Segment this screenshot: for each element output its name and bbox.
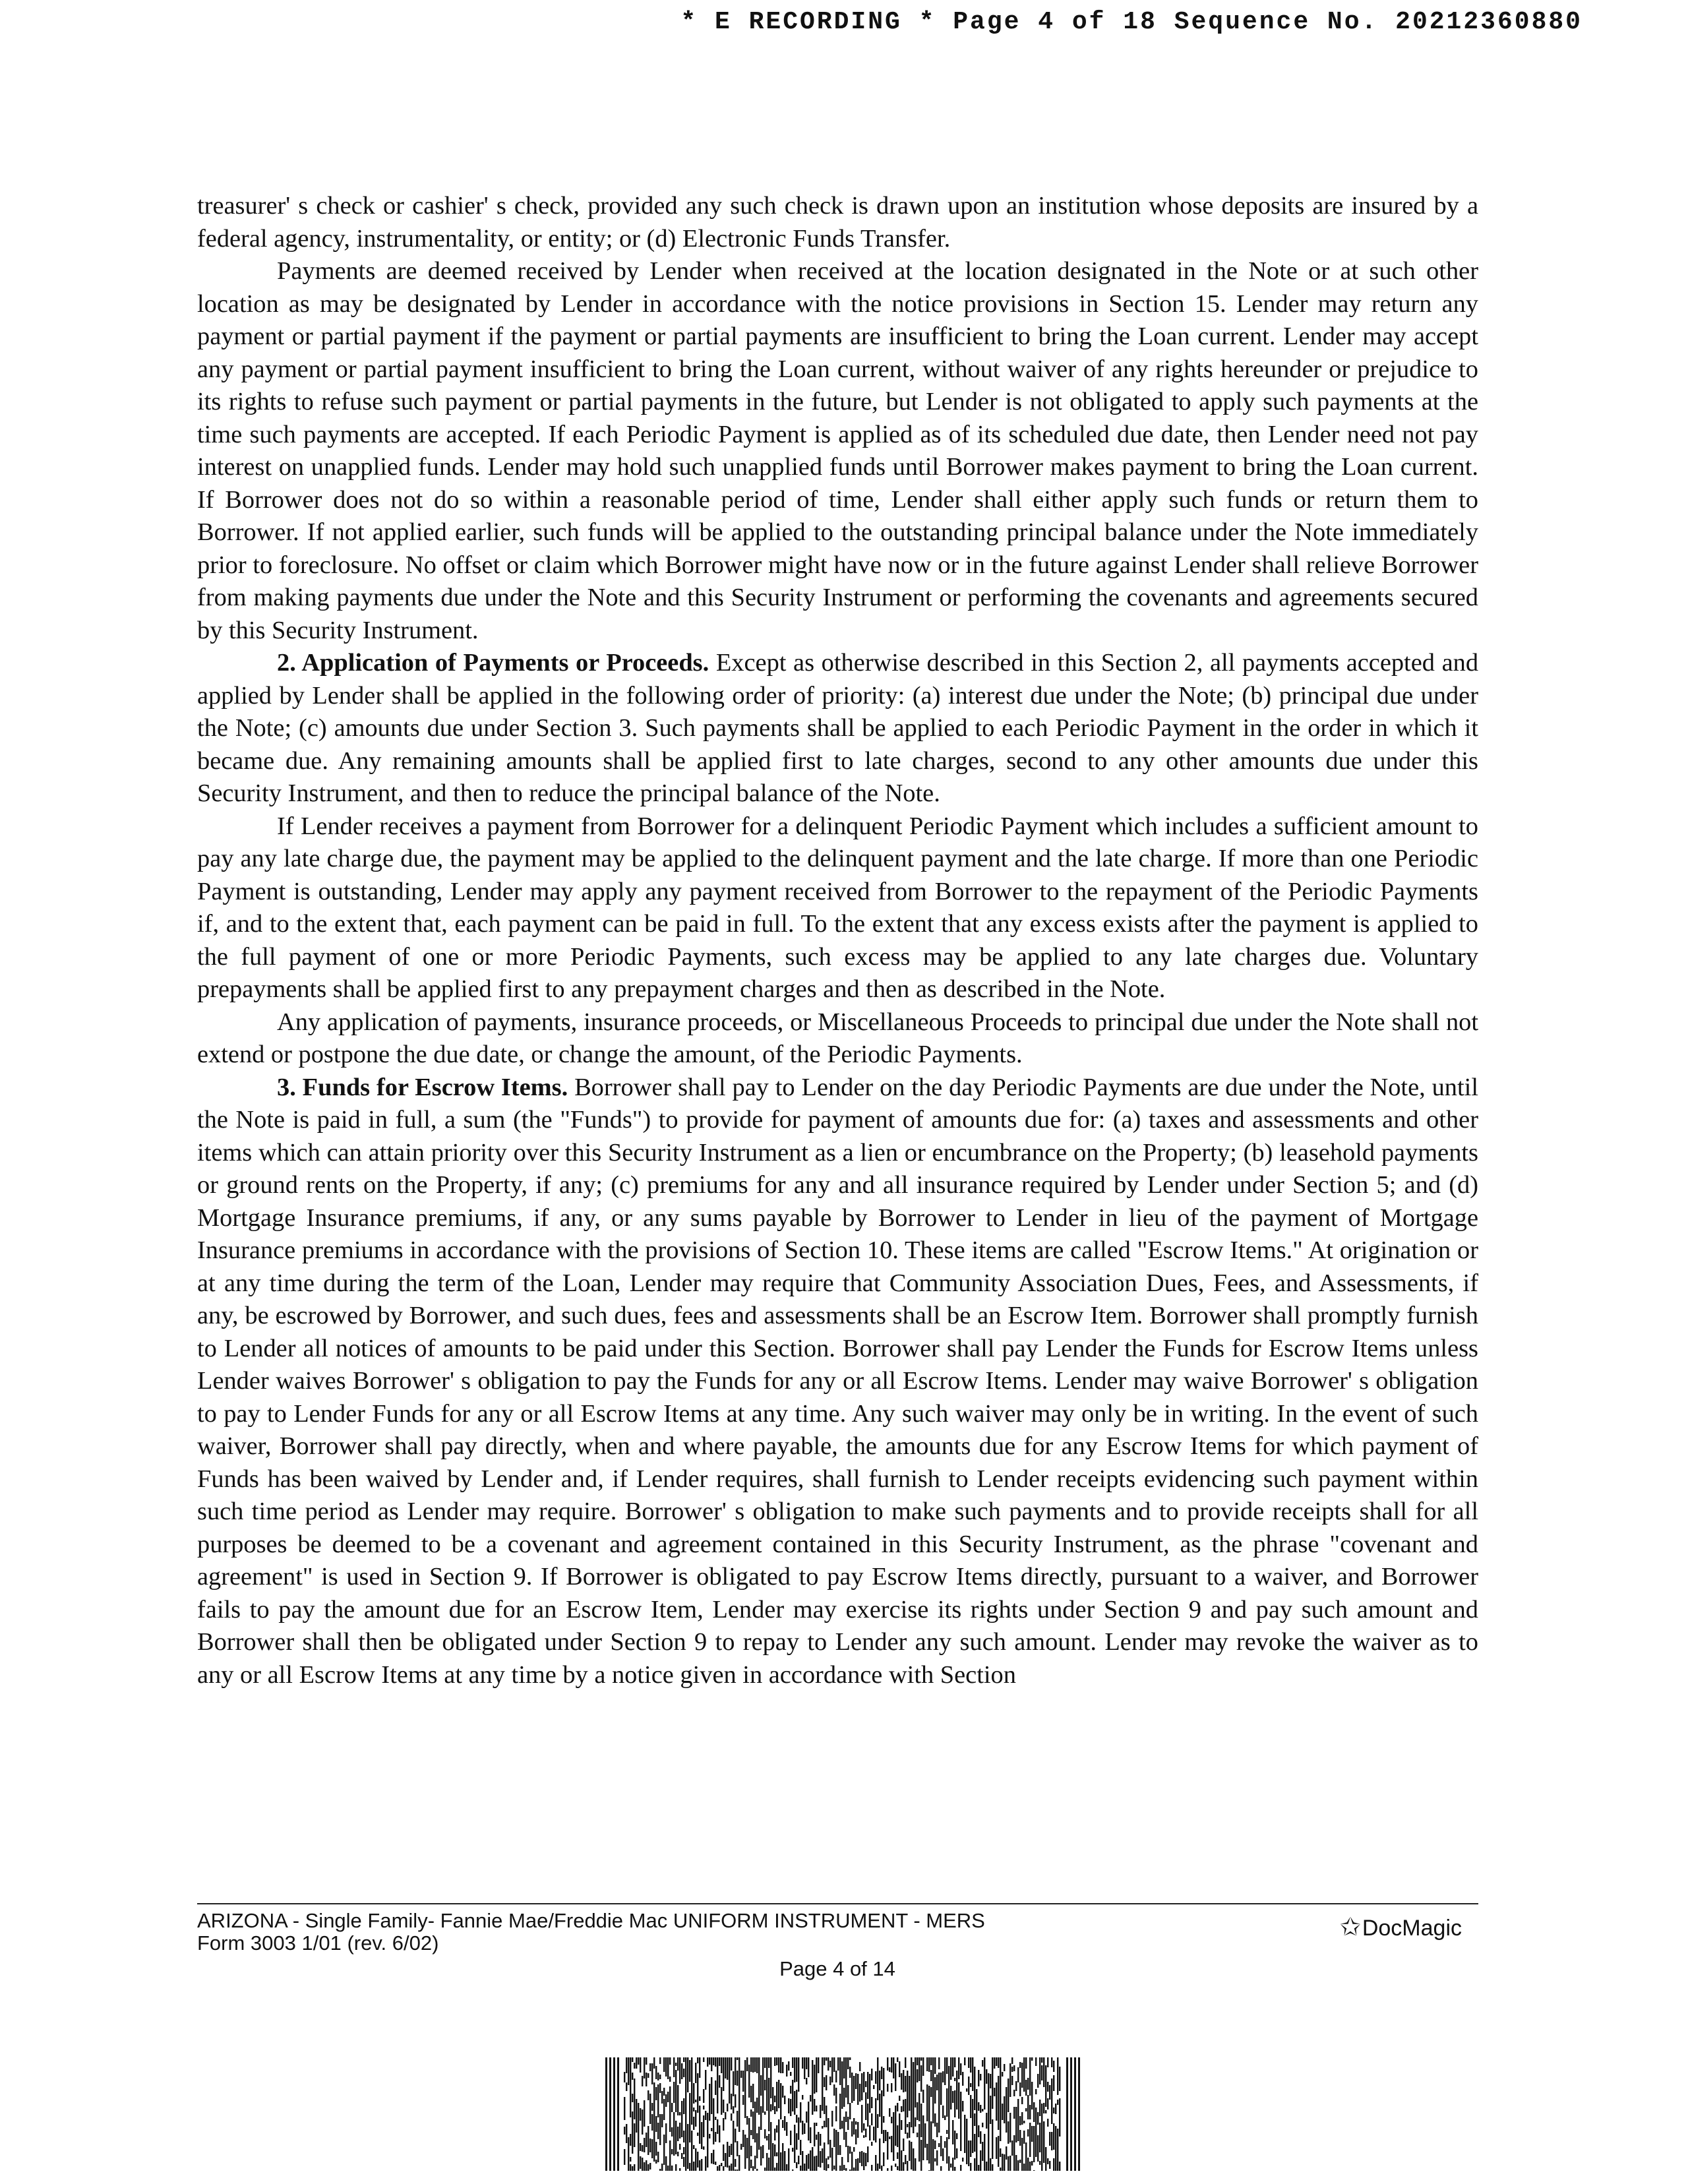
- star-icon: ✩: [1340, 1914, 1361, 1941]
- form-footer: [197, 1910, 985, 1955]
- paragraph-delinquent-payment: If Lender receives a payment from Borrower for a delinquent Periodic Payment which includes a sufficient amount to pay any late charge due, the payment may be applied to the delinquent payment and the late charge. If more than one Periodic Payment is outstanding, Lender may apply any payment received from Borrower to the repayment of the Periodic Payments if, and to the extent that, each payment can be paid in full. To the extent that any excess exists after the payment is applied to the full payment of one or more Periodic Payments, such excess may be applied to any late charges due. Voluntary prepayments shall be applied first to any prepayment charges and then as described in the Note.: [197, 812, 1478, 1003]
- docmagic-logo: [1340, 1912, 1462, 1942]
- section-2-text: Except as otherwise described in this Section 2, all payments accepted and applied by Lender shall be applied in the following order of priority: (a) interest due under the Note; (b) principal due under the Note; (c) amounts due under Section 3. Such payments shall be applied to each Periodic Payment in the order in which it became due. Any remaining amounts shall be applied first to late charges, second to any other amounts due under this Security Instrument, and then to reduce the principal balance of the Note.: [197, 649, 1479, 807]
- brand-name: DocMagic: [1362, 1916, 1462, 1941]
- section-3-heading: 3. Funds for Escrow Items.: [277, 1073, 568, 1101]
- section-3-paragraph: [197, 1072, 1478, 1692]
- form-title: ARIZONA - Single Family- Fannie Mae/Freddie Mac UNIFORM INSTRUMENT - MERS: [197, 1909, 985, 1932]
- paragraph-continuation: treasurer' s check or cashier' s check, provided any such check is drawn upon an institution whose deposits are insured by a federal agency, instrumentality, or entity; or (d) Electronic Funds Transfer.: [197, 192, 1478, 253]
- recording-stamp: * E RECORDING * Page 4 of 18 Sequence No. 20212360880: [680, 8, 1582, 36]
- section-2-paragraph: [197, 647, 1478, 810]
- footer-divider: [197, 1903, 1478, 1904]
- document-body: [197, 190, 1478, 1691]
- page-number: Page 4 of 14: [779, 1957, 895, 1980]
- barcode: [605, 2057, 1080, 2171]
- section-3-text: Borrower shall pay to Lender on the day Periodic Payments are due under the Note, until the Note is paid in full, a sum (the "Funds") to provide for payment of amounts due for: (a) taxes and assessments and other items which can attain priority over this Security Instrument as a lien or encumbrance on the Property; (b) leasehold payments or ground rents on the Property, if any; (c) premiums for any and all insurance required by Lender under Section 5; and (d) Mortgage Insurance premiums, if any, or any sums payable by Borrower to Lender in lieu of the payment of Mortgage Insurance premiums in accordance with the provisions of Section 10. These items are called "Escrow Items." At origination or at any time during the term of the Loan, Lender may require that Community Association Dues, Fees, and Assessments, if any, be escrowed by Borrower, and such dues, fees and assessments shall be an Escrow Item. Borrower shall promptly furnish to Lender all notices of amounts to be paid under this Section. Borrower shall pay Lender the Funds for Escrow Items unless Lender waives Borrower' s obligation to pay the Funds for any or all Escrow Items. Lender may waive Borrower' s obligation to pay to Lender Funds for any or all Escrow Items at any time. Any such waiver may only be in writing. In the event of such waiver, Borrower shall pay directly, when and where payable, the amounts due for any Escrow Items for which payment of Funds has been waived by Lender and, if Lender requires, shall furnish to Lender receipts evidencing such payment within such time period as Lender may require. Borrower' s obligation to make such payments and to provide receipts shall for all purposes be deemed to be a covenant and agreement contained in this Security Instrument, as the phrase "covenant and agreement" is used in Section 9. If Borrower is obligated to pay Escrow Items directly, pursuant to a waiver, and Borrower fails to pay the amount due for an Escrow Item, Lender may exercise its rights under Section 9 and pay such amount and Borrower shall then be obligated under Section 9 to repay to Lender any such amount. Lender may revoke the waiver as to any or all Escrow Items at any time by a notice given in accordance with Section: [197, 1073, 1478, 1689]
- paragraph-application: Any application of payments, insurance proceeds, or Miscellaneous Proceeds to principal due under the Note shall not extend or postpone the due date, or change the amount, of the Periodic Payments.: [197, 1008, 1478, 1068]
- form-number: Form 3003 1/01 (rev. 6/02): [197, 1931, 439, 1955]
- section-2-heading: 2. Application of Payments or Proceeds.: [277, 649, 709, 677]
- paragraph-payments-received: Payments are deemed received by Lender when received at the location designated in the Note or at such other location as may be designated by Lender in accordance with the notice provisions in Section 15. Lender may return any payment or partial payment if the payment or partial payments are insufficient to bring the Loan current. Lender may accept any payment or partial payment insufficient to bring the Loan current, without waiver of any rights hereunder or prejudice to its rights to refuse such payment or partial payments in the future, but Lender is not obligated to apply such payments at the time such payments are accepted. If each Periodic Payment is applied as of its scheduled due date, then Lender need not pay interest on unapplied funds. Lender may hold such unapplied funds until Borrower makes payment to bring the Loan current. If Borrower does not do so within a reasonable period of time, Lender shall either apply such funds or return them to Borrower. If not applied earlier, such funds will be applied to the outstanding principal balance under the Note immediately prior to foreclosure. No offset or claim which Borrower might have now or in the future against Lender shall relieve Borrower from making payments due under the Note and this Security Instrument or performing the covenants and agreements secured by this Security Instrument.: [197, 257, 1478, 644]
